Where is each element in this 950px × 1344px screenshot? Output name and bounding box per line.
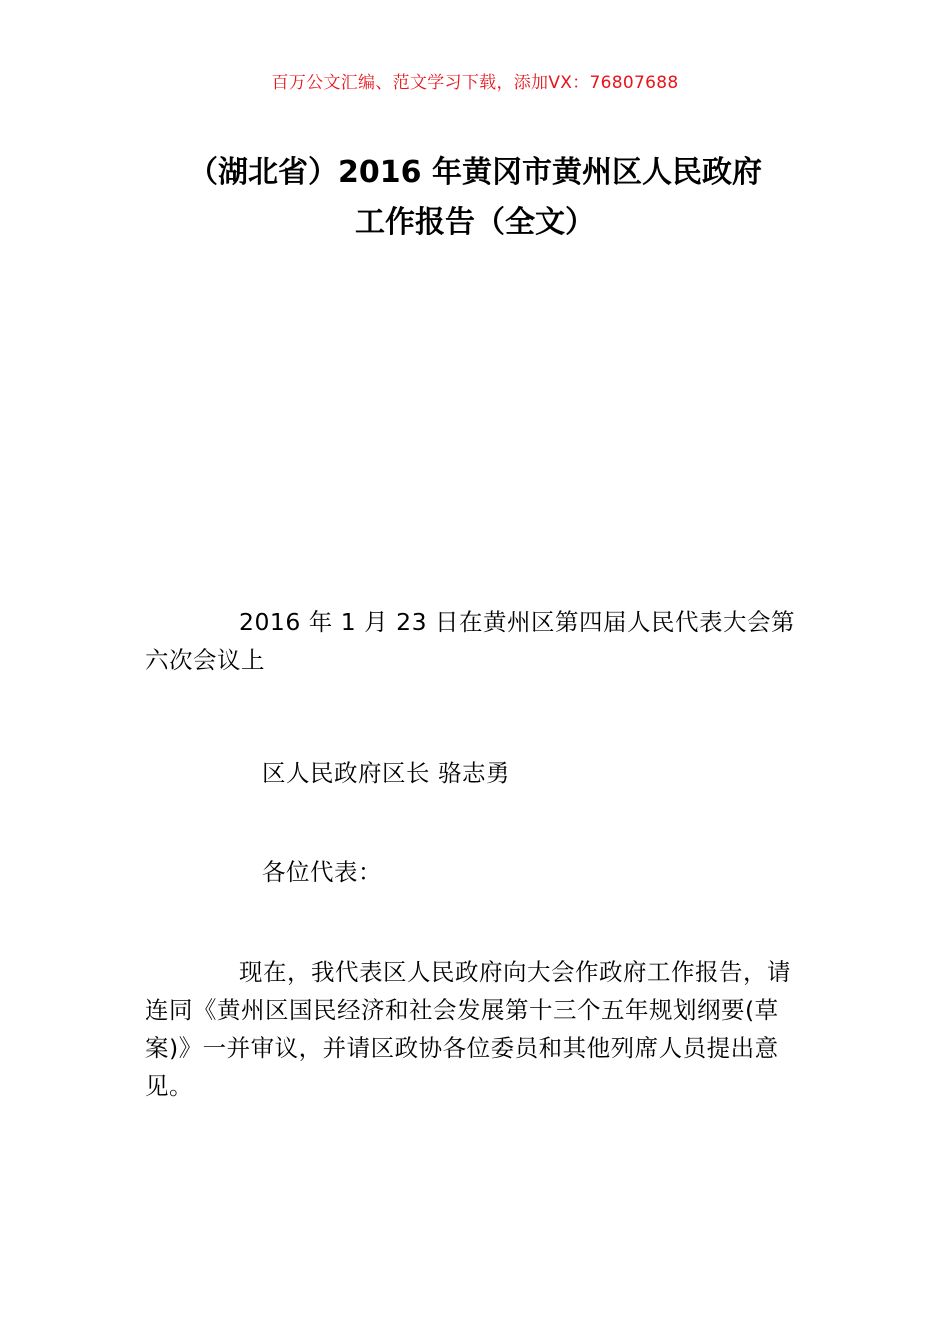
intro-paragraph: 现在，我代表区人民政府向大会作政府工作报告，请连同《黄州区国民经济和社会发展第十三个五年规划纲要(草案)》一并审议，并请区政协各位委员和其他列席人员提出意见。 [145,958,791,1100]
title-line-1: （湖北省）2016 年黄冈市黄州区人民政府 [188,155,762,190]
meeting-info: 2016 年 1 月 23 日在黄州区第四届人民代表大会第六次会议上 [145,608,796,674]
greeting: 各位代表： [262,858,382,886]
header-note: 百万公文汇编、范文学习下载，添加VX：76807688 [271,73,679,93]
speaker-line: 区人民政府区长 骆志勇 [262,759,510,787]
document-title [0,148,950,248]
title-line-2: 工作报告（全文） [355,205,595,240]
